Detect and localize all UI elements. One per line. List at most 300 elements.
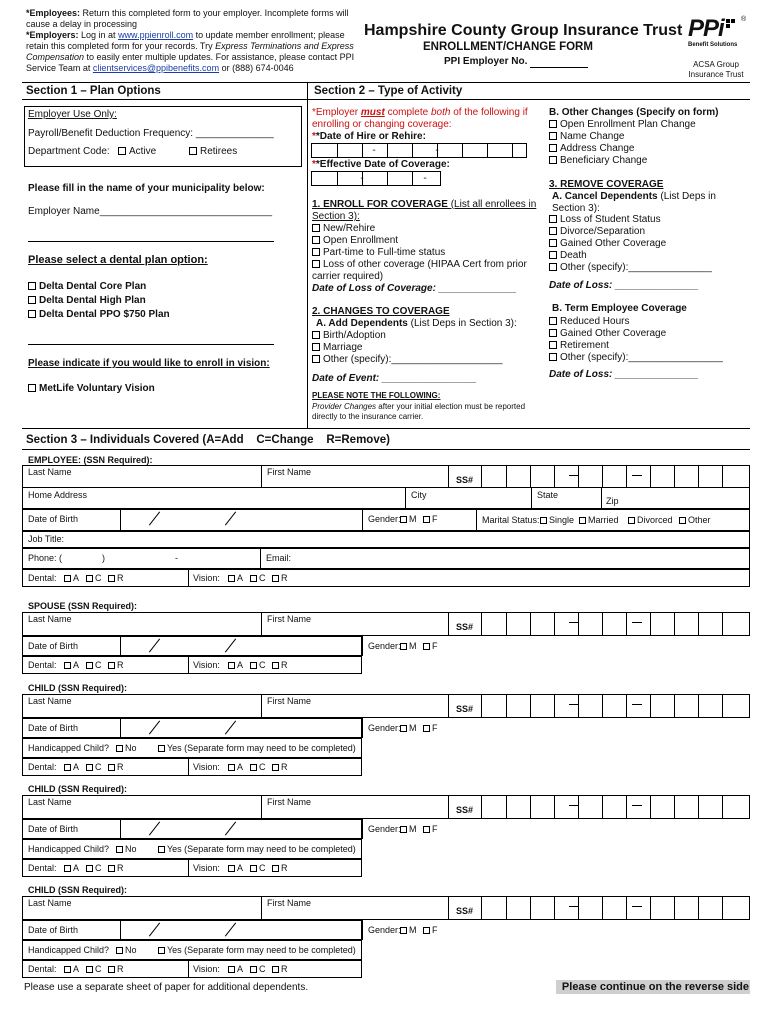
checkbox-label: A xyxy=(237,573,244,583)
checkbox-label: A xyxy=(237,863,244,873)
checkbox-label: F xyxy=(432,641,438,651)
ssn-dash-2 xyxy=(632,704,642,705)
employer-instruction xyxy=(312,107,537,131)
add-other[interactable] xyxy=(312,354,503,366)
provider-note xyxy=(312,402,537,422)
payroll-frequency-field[interactable]: Payroll/Benefit Deduction Frequency: ______________ xyxy=(28,128,274,139)
enroll-heading xyxy=(312,199,542,223)
last-name-input[interactable] xyxy=(23,466,260,487)
retirees-label: Retirees xyxy=(200,146,238,157)
dental-r-checkbox[interactable] xyxy=(108,573,124,583)
dental-r-checkbox[interactable] xyxy=(108,863,124,873)
phone-paren: ) xyxy=(102,553,105,563)
child-title: CHILD (SSN Required): xyxy=(28,885,127,895)
first-name-label: First Name xyxy=(267,696,312,706)
home-address-label: Home Address xyxy=(28,490,88,500)
option-label: Open Enrollment Plan Change xyxy=(560,119,696,130)
checkbox-icon xyxy=(549,317,557,325)
gender-f-checkbox[interactable] xyxy=(423,723,438,733)
dental-a-checkbox[interactable] xyxy=(64,964,79,974)
add-dependents-rest: (List Deps in Section 3): xyxy=(407,318,517,329)
checkbox-icon xyxy=(549,239,557,247)
vision-r-checkbox[interactable] xyxy=(272,964,288,974)
checkbox-label: No xyxy=(125,945,137,955)
checkbox-label: A xyxy=(73,964,80,974)
last-name-input[interactable] xyxy=(23,613,260,635)
employers-note-text-3: to easily enter multiple updates. For assistance, please contact PPI Service Team at xyxy=(26,52,355,73)
add-birth-adoption[interactable] xyxy=(312,330,386,342)
checkbox-icon xyxy=(108,966,115,973)
checkbox-icon xyxy=(549,156,557,164)
checkbox-icon xyxy=(400,927,407,934)
first-name-input[interactable] xyxy=(262,695,447,717)
checkbox-icon xyxy=(272,764,279,771)
checkbox-icon xyxy=(108,662,115,669)
phone-label: Phone: ( xyxy=(28,553,63,563)
city-input[interactable] xyxy=(406,488,529,508)
option-label: Birth/Adoption xyxy=(323,330,386,341)
vision-a-checkbox[interactable] xyxy=(228,964,243,974)
vision-c-checkbox[interactable] xyxy=(250,964,266,974)
last-name-input[interactable] xyxy=(23,796,260,818)
checkbox-icon xyxy=(312,331,320,339)
option-label: Other (specify):_________________ xyxy=(560,352,723,363)
dental-r-checkbox[interactable] xyxy=(108,762,124,772)
change-beneficiary[interactable] xyxy=(549,155,647,167)
checkbox-icon xyxy=(228,662,235,669)
dental-option-high[interactable] xyxy=(28,295,146,307)
job-title-row[interactable] xyxy=(22,531,750,548)
employer-no-label: PPI Employer No. xyxy=(444,56,528,67)
handicapped-yes-checkbox[interactable] xyxy=(158,844,356,854)
gender-m-checkbox[interactable] xyxy=(400,925,417,935)
checkbox-icon xyxy=(108,865,115,872)
active-checkbox[interactable] xyxy=(118,146,156,158)
vision-a-checkbox[interactable] xyxy=(228,762,243,772)
ssn-label: SS# xyxy=(456,622,474,632)
dob-input[interactable] xyxy=(121,718,361,738)
option-label: Part-time to Full-time status xyxy=(323,247,446,258)
change-open-enrollment[interactable] xyxy=(549,119,696,131)
enroll-part-time[interactable] xyxy=(312,247,445,259)
vision-option-metlife[interactable] xyxy=(28,383,155,395)
dental-a-checkbox[interactable] xyxy=(64,762,79,772)
gender-f-checkbox[interactable] xyxy=(423,824,438,834)
continue-note: Please continue on the reverse side xyxy=(556,980,750,994)
dob-end-divider xyxy=(362,819,363,839)
section3-title-rule xyxy=(22,449,750,450)
checkbox-label: Other xyxy=(688,515,711,525)
checkbox-icon xyxy=(86,575,93,582)
dental-c-checkbox[interactable] xyxy=(86,863,102,873)
dob-label: Date of Birth xyxy=(28,514,79,524)
option-label: Other (specify):____________________ xyxy=(323,354,503,365)
gender-label: Gender: xyxy=(368,514,401,524)
dental-option-ppo[interactable] xyxy=(28,309,170,321)
checkbox-icon xyxy=(250,764,257,771)
checkbox-label: C xyxy=(259,573,266,583)
checkbox-icon xyxy=(86,764,93,771)
checkbox-label: R xyxy=(281,964,288,974)
instr-a: *Employer xyxy=(312,107,361,118)
checkbox-icon xyxy=(86,662,93,669)
checkbox-label: No xyxy=(125,844,137,854)
ssn-input[interactable] xyxy=(481,795,750,819)
last-name-input[interactable] xyxy=(23,695,260,717)
dob-input[interactable] xyxy=(121,920,361,940)
date-loss-field-3[interactable]: Date of Loss: _______________ xyxy=(549,369,699,380)
dental-c-checkbox[interactable] xyxy=(86,762,102,772)
gender-f-checkbox[interactable] xyxy=(423,514,438,524)
ssn-dash-2 xyxy=(632,805,642,806)
logo-wordmark: PPi xyxy=(688,15,724,42)
please-note: PLEASE NOTE THE FOLLOWING: xyxy=(312,391,441,400)
gender-f-checkbox[interactable] xyxy=(423,925,438,935)
vision-c-checkbox[interactable] xyxy=(250,573,266,583)
option-label: Marriage xyxy=(323,342,363,353)
dental-label: Dental: xyxy=(28,964,57,974)
dob-label: Date of Birth xyxy=(28,723,79,733)
dental-c-checkbox[interactable] xyxy=(86,660,102,670)
employers-note-italic: Express Terminations and Express Compensation xyxy=(26,41,354,62)
instr-c: of the following if enrolling or changing coverage: xyxy=(312,107,528,130)
dob-input[interactable] xyxy=(121,636,361,656)
checkbox-icon xyxy=(250,662,257,669)
marital-married-checkbox[interactable] xyxy=(579,515,619,525)
dental-vision-divider xyxy=(188,960,189,978)
checkbox-label: Yes (Separate form may need to be completed) xyxy=(167,743,356,753)
checkbox-label: R xyxy=(117,660,124,670)
checkbox-icon xyxy=(549,132,557,140)
dental-option-label: Delta Dental High Plan xyxy=(39,295,146,306)
footer-note: Please use a separate sheet of paper for additional dependents. xyxy=(24,982,309,993)
checkbox-label: R xyxy=(117,762,124,772)
section-divider xyxy=(307,83,308,428)
ssn-dash-2 xyxy=(632,475,642,476)
change-address[interactable] xyxy=(549,143,635,155)
checkbox-label: R xyxy=(281,573,288,583)
email-divider xyxy=(260,548,261,569)
ssn-divider xyxy=(448,612,449,636)
cancel-divorce[interactable] xyxy=(549,226,645,238)
dental-a-checkbox[interactable] xyxy=(64,863,79,873)
checkbox-icon xyxy=(549,263,557,271)
home-address-input[interactable] xyxy=(23,488,403,508)
checkbox-icon xyxy=(628,517,635,524)
vision-c-checkbox[interactable] xyxy=(250,762,266,772)
checkbox-icon xyxy=(312,343,320,351)
zip-input[interactable] xyxy=(602,488,749,508)
zip-label: Zip xyxy=(606,496,619,506)
option-label: Gained Other Coverage xyxy=(560,328,667,339)
effective-date-text: *Effective Date of Coverage: xyxy=(315,159,450,170)
handicapped-yes-checkbox[interactable] xyxy=(158,945,356,955)
checkbox-label: C xyxy=(95,762,102,772)
marital-single-checkbox[interactable] xyxy=(540,515,574,525)
first-name-input[interactable] xyxy=(262,897,447,919)
last-name-label: Last Name xyxy=(28,614,72,624)
first-name-label: First Name xyxy=(267,898,312,908)
employer-name-line-2[interactable] xyxy=(28,241,274,242)
dob-label: Date of Birth xyxy=(28,925,79,935)
checkbox-label: A xyxy=(73,863,80,873)
marital-label: Marital Status: xyxy=(482,515,540,525)
first-name-input[interactable] xyxy=(262,466,447,487)
option-label: New/Rehire xyxy=(323,223,376,234)
checkbox-icon xyxy=(64,575,71,582)
cancel-gained-coverage[interactable] xyxy=(549,238,666,250)
ssn-divider xyxy=(448,896,449,920)
dob-end-divider xyxy=(362,920,363,940)
gender-m-checkbox[interactable] xyxy=(400,641,417,651)
term-retirement[interactable] xyxy=(549,340,609,352)
marital-other-checkbox[interactable] xyxy=(679,515,711,525)
checkbox-label: F xyxy=(432,925,438,935)
checkbox-label: R xyxy=(117,964,124,974)
dental-option-core[interactable] xyxy=(28,281,146,293)
cancel-other[interactable] xyxy=(549,262,712,274)
enroll-title-rest: (List all enrollees in Section 3): xyxy=(312,199,537,222)
handicapped-label: Handicapped Child? xyxy=(28,945,110,955)
checkbox-icon xyxy=(549,353,557,361)
vision-prompt: Please indicate if you would like to enroll in vision: xyxy=(28,358,270,369)
employer-name-field[interactable]: Employer Name_______________________________ xyxy=(28,206,273,217)
ppienroll-link[interactable]: www.ppienroll.com xyxy=(118,30,194,40)
checkbox-label: M xyxy=(409,925,417,935)
ssn-dash-1 xyxy=(569,805,579,806)
cancel-student-status[interactable] xyxy=(549,214,661,226)
checkbox-label: C xyxy=(259,964,266,974)
cancel-death[interactable] xyxy=(549,250,587,262)
provider-rest: after your initial election must be reported directly to the insurance carrier. xyxy=(312,402,526,421)
phone-input[interactable] xyxy=(62,549,258,568)
checkbox-icon xyxy=(64,966,71,973)
date-event-field[interactable]: Date of Event: _________________ xyxy=(312,373,477,384)
vision-a-checkbox[interactable] xyxy=(228,660,243,670)
checkbox-label: M xyxy=(409,514,417,524)
gender-f-checkbox[interactable] xyxy=(423,641,438,651)
checkbox-label: M xyxy=(409,641,417,651)
checkbox-icon xyxy=(579,517,586,524)
dental-r-checkbox[interactable] xyxy=(108,660,124,670)
checkbox-icon xyxy=(28,310,36,318)
checkbox-icon xyxy=(189,147,197,155)
checkbox-label: A xyxy=(73,573,80,583)
vision-r-checkbox[interactable] xyxy=(272,573,288,583)
checkbox-label: R xyxy=(281,762,288,772)
provider-changes: Provider Changes xyxy=(312,402,377,411)
vision-label: Vision: xyxy=(193,573,220,583)
dental-vision-divider xyxy=(188,859,189,877)
checkbox-label: C xyxy=(95,573,102,583)
vision-r-checkbox[interactable] xyxy=(272,762,288,772)
enroll-loss-coverage[interactable] xyxy=(312,259,537,283)
checkbox-icon xyxy=(312,236,320,244)
dob-label: Date of Birth xyxy=(28,641,79,651)
checkbox-label: R xyxy=(281,863,288,873)
checkbox-icon xyxy=(272,966,279,973)
checkbox-label: C xyxy=(259,762,266,772)
spouse-title: SPOUSE (SSN Required): xyxy=(28,601,138,611)
marital-divorced-checkbox[interactable] xyxy=(628,515,673,525)
last-name-label: Last Name xyxy=(28,898,72,908)
checkbox-label: F xyxy=(432,824,438,834)
dental-option-label: Delta Dental PPO $750 Plan xyxy=(39,309,170,320)
handicapped-yes-checkbox[interactable] xyxy=(158,743,356,753)
job-title-label: Job Title: xyxy=(28,534,65,544)
checkbox-label: A xyxy=(237,762,244,772)
section1-title: Section 1 – Plan Options xyxy=(26,85,161,97)
retirees-checkbox[interactable] xyxy=(189,146,237,158)
employer-no-line[interactable] xyxy=(530,67,588,68)
checkbox-icon xyxy=(228,966,235,973)
dental-a-checkbox[interactable] xyxy=(64,660,79,670)
checkbox-icon xyxy=(250,575,257,582)
phone-dash: - xyxy=(175,553,178,563)
vision-label: Vision: xyxy=(193,660,220,670)
checkbox-icon xyxy=(423,927,430,934)
dental-blank-line[interactable] xyxy=(28,344,274,345)
checkbox-label: Yes (Separate form may need to be completed) xyxy=(167,844,356,854)
checkbox-label: A xyxy=(237,660,244,670)
date-loss-field-2[interactable]: Date of Loss: _______________ xyxy=(549,280,699,291)
section2-title: Section 2 – Type of Activity xyxy=(314,85,463,97)
state-label: State xyxy=(537,490,559,500)
checkbox-icon xyxy=(272,662,279,669)
date-hire-input[interactable]: - - xyxy=(311,143,527,158)
first-name-input[interactable] xyxy=(262,796,447,818)
checkbox-label: C xyxy=(95,863,102,873)
checkbox-label: R xyxy=(117,573,124,583)
checkbox-icon xyxy=(312,260,320,268)
handicapped-label: Handicapped Child? xyxy=(28,844,110,854)
vision-label: Vision: xyxy=(193,863,220,873)
enroll-open-enrollment[interactable] xyxy=(312,235,398,247)
dental-label: Dental: xyxy=(28,573,57,583)
dental-option-label: Delta Dental Core Plan xyxy=(39,281,147,292)
ssn-dash-1 xyxy=(569,906,579,907)
ssn-input[interactable] xyxy=(481,896,750,920)
cancel-deps-heading xyxy=(552,191,750,215)
checkbox-icon xyxy=(400,826,407,833)
add-dependents: A. Add Dependents xyxy=(316,318,408,329)
checkbox-icon xyxy=(64,662,71,669)
support-email-link[interactable]: clientservices@ppibenefits.com xyxy=(92,63,220,73)
effective-date-input[interactable]: - - xyxy=(311,171,441,186)
checkbox-label: C xyxy=(95,964,102,974)
instr-must: must xyxy=(360,107,385,118)
checkbox-icon xyxy=(118,147,126,155)
enroll-new-rehire[interactable] xyxy=(312,223,375,235)
gender-label: Gender: xyxy=(368,925,401,935)
checkbox-label: A xyxy=(73,660,80,670)
dob-input[interactable] xyxy=(121,819,361,839)
checkbox-icon xyxy=(158,745,165,752)
changes-title: 2. CHANGES TO COVERAGE xyxy=(312,306,450,317)
ssn-input[interactable] xyxy=(481,612,750,636)
section-header-rule xyxy=(22,99,750,100)
dental-c-checkbox[interactable] xyxy=(86,573,102,583)
dental-c-checkbox[interactable] xyxy=(86,964,102,974)
ssn-input[interactable] xyxy=(481,465,750,488)
gender-m-checkbox[interactable] xyxy=(400,514,417,524)
term-other[interactable] xyxy=(549,352,723,364)
marital-divider xyxy=(476,509,477,531)
vision-a-checkbox[interactable] xyxy=(228,863,243,873)
handicapped-no-checkbox[interactable] xyxy=(116,945,137,955)
first-name-input[interactable] xyxy=(262,613,447,635)
gender-label: Gender: xyxy=(368,824,401,834)
checkbox-icon xyxy=(86,966,93,973)
checkbox-label: R xyxy=(117,863,124,873)
option-label: Retirement xyxy=(560,340,609,351)
checkbox-icon xyxy=(116,846,123,853)
checkbox-icon xyxy=(28,296,36,304)
term-gained-coverage[interactable] xyxy=(549,328,666,340)
ssn-label: SS# xyxy=(456,805,474,815)
date-loss-field[interactable]: Date of Loss of Coverage: ______________ xyxy=(312,283,517,294)
ssn-input[interactable] xyxy=(481,694,750,718)
checkbox-icon xyxy=(400,516,407,523)
handicapped-no-checkbox[interactable] xyxy=(116,844,137,854)
dental-a-checkbox[interactable] xyxy=(64,573,79,583)
cancel-deps-rest: (List Deps in Section 3): xyxy=(552,191,716,214)
handicapped-no-checkbox[interactable] xyxy=(116,743,137,753)
change-name[interactable] xyxy=(549,131,624,143)
checkbox-icon xyxy=(272,865,279,872)
option-label: Death xyxy=(560,250,587,261)
ssn-dash-2 xyxy=(632,622,642,623)
checkbox-label: A xyxy=(237,964,244,974)
ssn-dash-2 xyxy=(632,906,642,907)
section3-rule xyxy=(22,428,750,429)
state-input[interactable] xyxy=(532,488,600,508)
checkbox-label: A xyxy=(73,762,80,772)
vision-c-checkbox[interactable] xyxy=(250,863,266,873)
checkbox-icon xyxy=(108,764,115,771)
checkbox-icon xyxy=(64,865,71,872)
dental-r-checkbox[interactable] xyxy=(108,964,124,974)
ssn-label: SS# xyxy=(456,704,474,714)
vision-a-checkbox[interactable] xyxy=(228,573,243,583)
last-name-input[interactable] xyxy=(23,897,260,919)
vision-r-checkbox[interactable] xyxy=(272,660,288,670)
checkbox-icon xyxy=(28,384,36,392)
vision-c-checkbox[interactable] xyxy=(250,660,266,670)
checkbox-icon xyxy=(312,248,320,256)
checkbox-icon xyxy=(228,764,235,771)
top-rule xyxy=(22,82,750,83)
dental-label: Dental: xyxy=(28,660,57,670)
checkbox-icon xyxy=(549,215,557,223)
dental-label: Dental: xyxy=(28,762,57,772)
term-reduced-hours[interactable] xyxy=(549,316,629,328)
handicapped-label: Handicapped Child? xyxy=(28,743,110,753)
gender-m-checkbox[interactable] xyxy=(400,723,417,733)
department-code-label: Department Code: xyxy=(28,146,110,157)
email-input[interactable] xyxy=(296,549,749,568)
add-marriage[interactable] xyxy=(312,342,362,354)
remove-title: 3. REMOVE COVERAGE xyxy=(549,179,664,190)
checkbox-icon xyxy=(549,120,557,128)
vision-r-checkbox[interactable] xyxy=(272,863,288,873)
dental-vision-divider xyxy=(188,758,189,776)
checkbox-label: C xyxy=(259,660,266,670)
gender-m-checkbox[interactable] xyxy=(400,824,417,834)
checkbox-label: Divorced xyxy=(637,515,673,525)
checkbox-label: F xyxy=(432,723,438,733)
term-title: B. Term Employee Coverage xyxy=(552,303,687,314)
